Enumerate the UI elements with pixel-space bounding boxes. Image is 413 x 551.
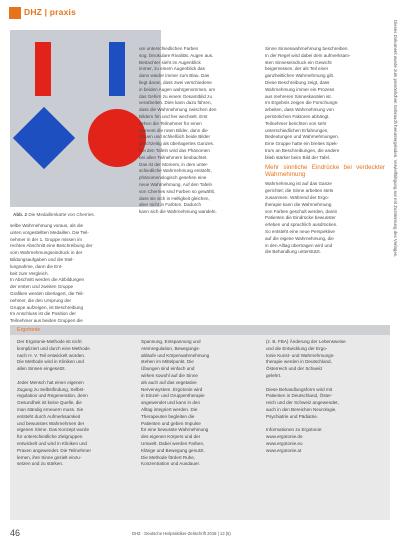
col3-line: Diese Beschreibung zeigt, dass — [265, 79, 330, 85]
col3-line: auf die eigene Wahrnehmung, die — [265, 235, 334, 241]
box-col3-line: Diese Behandlungsform wird mit — [266, 386, 333, 392]
right-ribbon — [109, 42, 125, 96]
col3-line: Teilnehmer berichten von sehr — [265, 120, 327, 126]
col3-line: In der Regel wird dabei dem aufmerksam- — [265, 52, 351, 58]
col3-line: arbeiten, dass Wahrnehmung von — [265, 107, 334, 113]
box-col2-line: Umwelt. Dabei werden Farben, — [141, 440, 205, 446]
col3-line: blieb stärker beim Bild der Tafel. — [265, 154, 331, 160]
box-col3-line: Patienten in Deutschland, Öster- — [266, 393, 333, 399]
col2-line: liegt daran, dass zwei verschiedene — [139, 79, 212, 85]
col2-line: Das ist der Moment, in dem unter- — [139, 161, 209, 167]
col2-line: von Cherries sind Farben so gewählt, — [139, 188, 216, 194]
col3-line: von Farben geschult werden, damit — [265, 208, 337, 214]
col1-line: beit zum Vergleich. — [10, 270, 49, 276]
box-col2-line: als auch auf das vegetative — [141, 379, 197, 385]
box-col2-line: Spannung, Entspannung und — [141, 339, 201, 344]
box-col1-line: setzen und zu stärken. — [17, 461, 64, 467]
box-col2-line: Konzentration und Ausdauer. — [141, 461, 200, 467]
figure-caption — [13, 212, 95, 217]
col3-line: trum an Beschreibungen, die andere — [265, 147, 340, 153]
col2-line: Moment die roten Bilder, dann die — [139, 127, 208, 133]
box-col1-line: man ständig erneuern muss. Sie — [17, 406, 84, 412]
col3-line: therapie kann die Wahrnehmung — [265, 201, 332, 207]
box-col2-line: Klänge und Bewegung genutzt. — [141, 447, 205, 453]
box-col1-line: nach H. V. Teil entwickelt worden. — [17, 352, 86, 358]
col1-line: Bildungsaufgaben und die Stel- — [10, 256, 74, 262]
col2-line: dann wieder immer zum Blau. Das — [139, 73, 210, 79]
caption-text: Die Medaillenkarte von Cherries. — [28, 212, 95, 217]
col3-line: zusammen. Während der Ergo- — [265, 194, 330, 200]
box-column-3 — [266, 339, 382, 455]
box-col1-line: regulation und Regeneration, denn — [17, 393, 88, 399]
box-col3-link[interactable]: www.ergotonie.de — [266, 434, 303, 440]
box-col2-line: für eine bewusste Wahrnehmung — [141, 427, 209, 433]
col2-line: Bildern hin und her wechselt. Erst — [139, 113, 208, 119]
box-col1-line: entwickelt und wird in Kliniken und — [17, 440, 87, 446]
col3-line: Bedeutungen und Wahrnehmungen. — [265, 134, 339, 140]
col3-line: Eine Gruppe hatte ein breites Spek- — [265, 141, 339, 147]
col3-line: Patienten die Eindrücke bewusster — [265, 215, 336, 221]
left-ribbon — [35, 42, 51, 96]
col3-line: unterschiedlichen Erfahrungen, — [265, 127, 329, 133]
col1-line: In Abschnitt werden die Abbildungen — [10, 277, 85, 283]
col2-line: sehen die Teilnehmer für einen — [139, 120, 202, 126]
box-col2-line: wirken sowohl auf die Sinne — [141, 372, 198, 378]
col1-line: Im Anschluss ist die Position der — [10, 311, 76, 317]
box-col1-line: Gesundheit ist keine Quelle, die — [17, 400, 82, 406]
box-col1-line: eigenen Sinne. Das Konzept wurde — [17, 427, 90, 433]
section-subheading: Mehr sinnliche Eindrücke bei verdeckter Wahrnehmung — [265, 163, 385, 178]
col2-line: in beiden Augen wahrgenommen, um — [139, 86, 216, 92]
box-col1-line: Praxen angewendet. Die Teilnehmer — [17, 447, 91, 453]
col3-line: So entsteht eine neue Perspektive — [265, 228, 335, 234]
left-medal — [13, 107, 75, 169]
col1-line: Gruppe aufzeigen, ist Beschreibung — [10, 304, 84, 310]
col3-line: die Behandlung unterstützt. — [265, 249, 321, 255]
box-col1-line: Zugang zu Selbstfindung, Selbst- — [17, 386, 85, 392]
header-label: DHZ | praxis — [24, 7, 77, 17]
col3-line: beigemessen, der als Teil einer — [265, 66, 329, 72]
box-col1-line: Der Ergotonie-Methode ist nicht — [17, 339, 82, 344]
box-col1-line: kompliziert und durch eine Methode — [17, 345, 90, 351]
col2-line: gleichzeitig als überlagertes Ganzes. — [139, 141, 215, 147]
box-col2-line: Alltag integriert werden. Die — [141, 406, 198, 412]
box-col3-line: Österreich und der Schweiz — [266, 366, 323, 372]
col2-line: aber nicht in Farbton. Dadurch — [139, 202, 202, 208]
col2-line: bei allen Teilnehmern beobachtet. — [139, 154, 208, 160]
box-col2-line: Die Methode fördert Ruhe, — [141, 454, 196, 460]
box-col1-line: und bewusstes Wahrnehmen der — [17, 420, 85, 426]
box-col2-line: stehen im Mittelpunkt. Die — [141, 359, 194, 365]
col3-line: in den Alltag übertragen wird und — [265, 242, 333, 248]
copyright-side-note: Dieses Dokument wurde zum persönlichen Gebrauch heruntergeladen. Vervielfältigung nur mit Zustimmung des Verlages. — [393, 20, 398, 258]
box-col1-line: Jeder Mensch hat einen eigenen — [17, 379, 84, 385]
box-col1-line: für unterschiedliche Zielgruppen — [17, 434, 83, 440]
col2-line: dass sie sich in Helligkeit gleichen, — [139, 195, 210, 201]
col3-line: sten Sinneseindruck ein Gewicht — [265, 59, 332, 65]
text-column-3 — [265, 46, 385, 256]
box-col3-link[interactable]: www.ergotonie.at — [266, 447, 302, 453]
box-col1-line: allen Sinnen eingesetzt. — [17, 366, 66, 372]
box-col2-line: Atemregulation, Bewegungs- — [141, 345, 200, 351]
col2-line: dass die Wahrnehmung zwischen den — [139, 107, 217, 113]
col1-line: selbe Wahrnehmung voraus, als die — [10, 223, 84, 228]
col3-line: gerichtet; die Sinne arbeiten stets — [265, 188, 334, 194]
col2-line: blauen und schließlich beide Bilder — [139, 134, 210, 140]
col2-line: phänomenologisch gesehen eine — [139, 175, 207, 181]
box-col1-line: entsteht durch Aufmerksamkeit — [17, 413, 81, 419]
box-col3-line: gelehrt. — [266, 372, 282, 378]
col3-line: Wahrnehmung ist auf das Ganze — [265, 181, 332, 187]
col2-line: kann sich die Wahrnehmung wandeln. — [139, 209, 217, 215]
box-col2-line: in Einzel- und Gruppentherapie — [141, 393, 205, 399]
box-col3-line: therapie werden in Deutschland, — [266, 359, 332, 365]
box-col3-line: (z. B. FBA) Änderung der Lebensweise — [266, 339, 346, 344]
col2-line: verarbeiten. Dies kann dazu führen, — [139, 100, 212, 106]
col2-line: schiedliche Wahrnehmung entsteht, — [139, 168, 212, 174]
box-col3-line: Informationen zu Ergotonie: — [266, 427, 323, 433]
col3-line: erleben und sprachlich ausdrücken. — [265, 222, 338, 228]
box-col3-line: tonie Kunst- und Wahrnehmungs- — [266, 352, 335, 358]
caption-label: Abb. 2 — [13, 212, 28, 217]
col2-line: Bei den Tafeln wird das Phänomen — [139, 147, 210, 153]
col1-line: rechten Abschnitt eine Beschreibung der — [10, 243, 93, 249]
box-col2-line: Therapeuten begleiten die — [141, 413, 195, 419]
box-col2-line: Nervensystem. Ergotonie wird — [141, 386, 203, 392]
box-column-1 — [17, 339, 131, 468]
info-box-title: Ergotonie — [17, 327, 41, 333]
right-medal — [88, 109, 146, 167]
col1-line: unten vorgestellten Medaillen. Die Teil- — [10, 229, 89, 235]
box-col2-line: Patienten und geben Impulse — [141, 420, 201, 426]
col3-line: aus mehreren Sinneskanälen ist. — [265, 93, 332, 99]
box-col2-line: angewendet und kann in den — [141, 400, 201, 406]
col1-line: Teilnehmer aus beiden Gruppen die — [10, 318, 83, 324]
box-col3-line: Psychiatrie und Pädiatrie. — [266, 413, 319, 419]
col2-line: sog. binokulare Rivalität. Augen aus. — [139, 52, 214, 58]
text-column-1 — [10, 223, 125, 325]
footer-citation: DHZ · Deutsche Heilpraktiker-Zeitschrift 2018 | 13 (5) — [132, 531, 231, 536]
text-column-2 — [139, 46, 254, 216]
col3-line: Wahrnehmung immer ein Prozess — [265, 86, 335, 92]
col2-line: immer, zu einem Augenblick das — [139, 66, 205, 72]
col3-line: ganzheitlichen Wahrnehmung gilt. — [265, 73, 335, 79]
box-col3-link[interactable]: www.ergotonie.eu — [266, 440, 303, 446]
box-col2-line: Übungen sind einfach und — [141, 366, 195, 372]
box-col1-line: Die Methode wird in Kliniken und — [17, 359, 84, 365]
col2-line: neue Wahrnehmung. Auf den Tafeln — [139, 181, 213, 187]
col3-line: Sinne Sinneswahrnehmung beschreiben. — [265, 46, 349, 51]
box-column-2 — [141, 339, 255, 468]
logo — [9, 7, 21, 19]
col3-line: persönlichen Faktoren abhängt. — [265, 113, 330, 119]
box-col2-line: abläufe und Körperwahrnehmung — [141, 352, 210, 358]
box-col3-line: auch in den Bereichen Neurologie, — [266, 406, 337, 412]
col1-line: vom Wahrnehmungseindruck in der — [10, 250, 83, 256]
col1-line: lungnahme, dann die Ent- — [10, 263, 63, 269]
col1-line: Grafiken werden überlagert, die Teil- — [10, 290, 84, 296]
col3-line: Im Ergebnis zeigen die Forschungs- — [265, 100, 339, 106]
col1-line: nehmer, die den Ursprung der — [10, 297, 72, 303]
col1-line: nehmer in der 1. Gruppe missen im — [10, 236, 82, 242]
box-col2-line: des eigenen Körpers und der — [141, 434, 201, 440]
col2-line: Betrachter sieht im Augenblick — [139, 59, 201, 65]
box-col3-line: reich und der Schweiz angewendet, — [266, 400, 339, 406]
col2-line: das Gehirn zu einem Gesamtbild zu — [139, 93, 213, 99]
info-box — [10, 325, 390, 520]
info-box-header — [10, 325, 390, 335]
col1-line: der ersten und zweiten Gruppe — [10, 284, 74, 290]
col2-line: um unterschiedlichen Farben — [139, 46, 199, 51]
page-number: 46 — [10, 528, 21, 538]
box-col1-line: lernen, ihre Sinne gezielt einzu- — [17, 454, 82, 460]
box-col3-line: und die Entwicklung der Ergo- — [266, 345, 328, 351]
